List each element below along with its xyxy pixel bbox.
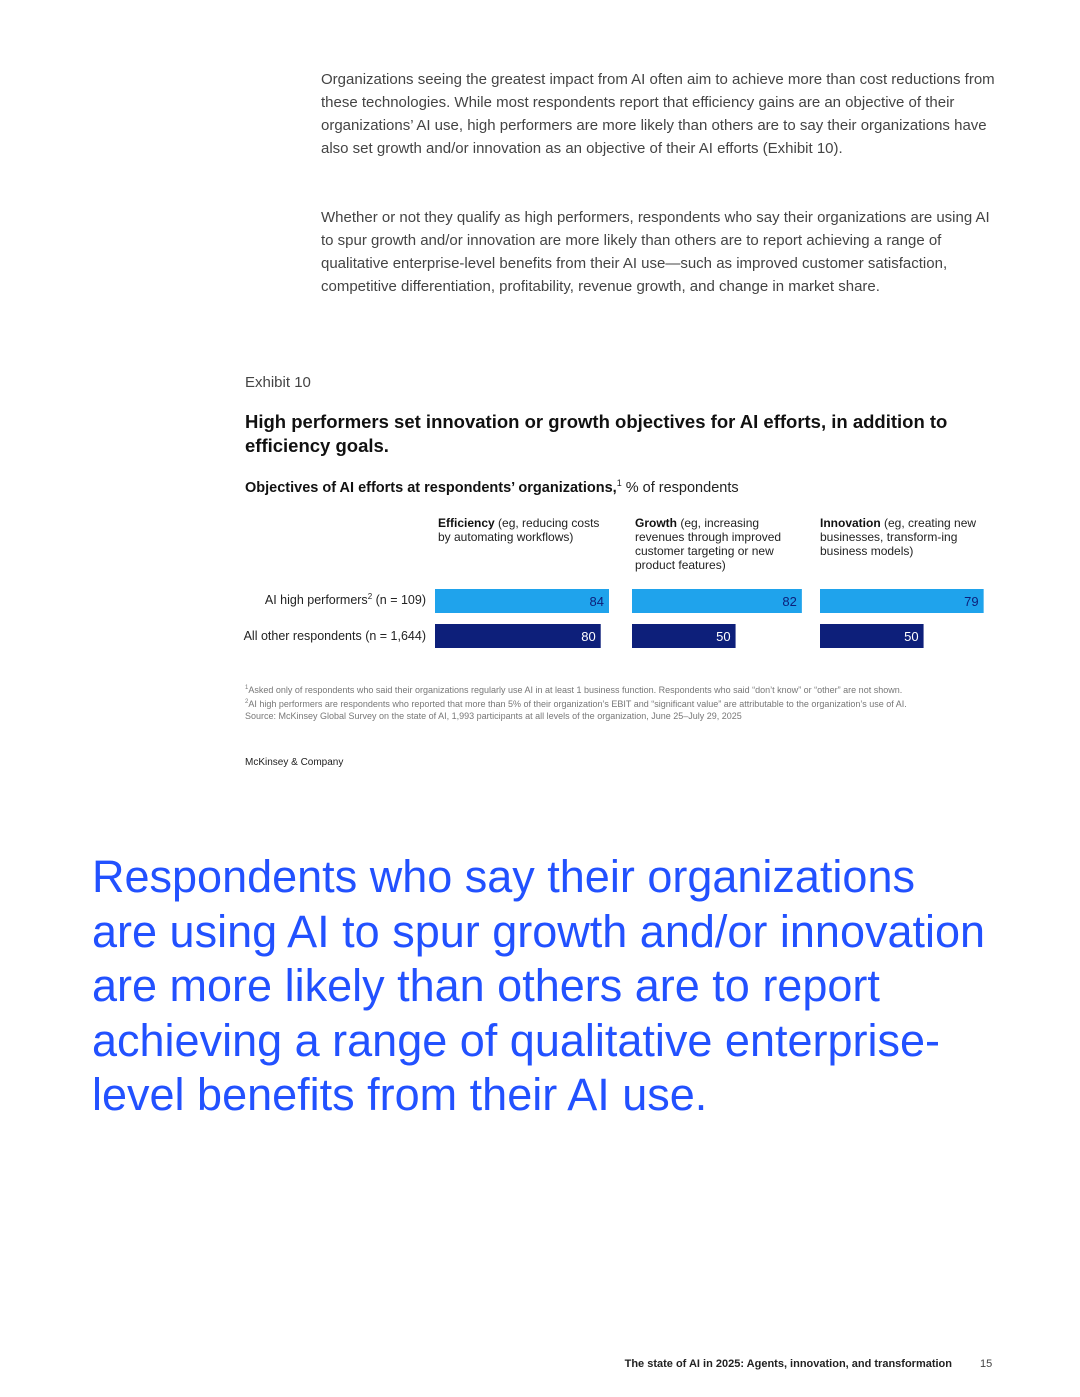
bar-other-respondents-efficiency bbox=[435, 624, 601, 648]
data-label-other-respondents-efficiency: 80 bbox=[581, 629, 596, 644]
category-name: Innovation bbox=[820, 516, 881, 530]
data-label-high-performers-innovation: 79 bbox=[964, 594, 979, 609]
category-name: Growth bbox=[635, 516, 677, 530]
chart-footnotes bbox=[245, 682, 995, 722]
pull-quote: Respondents who say their organizations are using AI to spur growth and/or innovation are more likely than others are to report achieving a range of qualitative enterprise-level benefits from their AI use. bbox=[92, 851, 986, 1120]
footnote-2-marker: 2 bbox=[245, 699, 249, 705]
series-sample-size: (n = 109) bbox=[372, 593, 426, 608]
exhibit-label: Exhibit 10 bbox=[245, 374, 311, 391]
footnote-1-text: Asked only of respondents who said their organizations regularly use AI in at least 1 business function. Respondents who said “don’t know” or “other” are not shown. bbox=[248, 685, 903, 695]
footnote-2-text: AI high performers are respondents who reported that more than 5% of their organization’s EBIT and “significant value” are attributable to the organization’s use of AI. bbox=[248, 699, 907, 709]
series-name: All other respondents bbox=[243, 629, 362, 643]
category-header-efficiency bbox=[438, 516, 613, 544]
data-label-high-performers-efficiency: 84 bbox=[589, 594, 604, 609]
footer-report-title: The state of AI in 2025: Agents, innovation, and transformation bbox=[624, 1358, 952, 1370]
body-paragraph-1: Organizations seeing the greatest impact from AI often aim to achieve more than cost reductions from these technologies. While most respondents report that efficiency gains are an objective of their organizations’ AI use, high performers are more likely than others are to say their organizations have also set growth and/or innovation as an objective of their AI efforts (Exhibit 10). bbox=[321, 71, 995, 157]
footnote-1 bbox=[245, 682, 995, 696]
bar-chart bbox=[0, 580, 1080, 660]
bar-high-performers-efficiency bbox=[435, 589, 609, 613]
bar-high-performers-innovation bbox=[820, 589, 984, 613]
exhibit-title: High performers set innovation or growth objectives for AI efforts, in addition to efficiency goals. bbox=[245, 411, 948, 456]
data-label-other-respondents-growth: 50 bbox=[716, 629, 731, 644]
body-paragraph-2: Whether or not they qualify as high performers, respondents who say their organizations are using AI to spur growth and/or innovation are more likely than others are to report achieving a range of qualitative enterprise-level benefits from their AI use—such as improved customer satisfaction, competitive differentiation, profitability, revenue growth, and change in market share. bbox=[321, 209, 990, 295]
data-label-other-respondents-innovation: 50 bbox=[904, 629, 919, 644]
chart-subtitle-unit: % of respondents bbox=[621, 479, 739, 496]
series-sample-size: (n = 1,644) bbox=[361, 629, 426, 643]
series-footnote-marker: 2 bbox=[367, 592, 373, 601]
footnote-2 bbox=[245, 696, 995, 710]
series-name: AI high performers bbox=[264, 593, 368, 608]
category-description: (eg, increasing revenues through improved customer targeting or new product features) bbox=[635, 516, 782, 572]
category-name: Efficiency bbox=[438, 516, 495, 530]
chart-subtitle-footnote-marker: 1 bbox=[616, 478, 622, 488]
page-number: 15 bbox=[980, 1358, 993, 1370]
category-header-innovation bbox=[820, 516, 985, 558]
chart-subtitle bbox=[245, 478, 739, 496]
chart-source: Source: McKinsey Global Survey on the state of AI, 1,993 participants at all levels of the organization, June 25–July 29, 2025 bbox=[245, 711, 742, 721]
brand-name: McKinsey & Company bbox=[245, 757, 344, 768]
bar-high-performers-growth bbox=[632, 589, 802, 613]
data-label-high-performers-growth: 82 bbox=[782, 594, 797, 609]
category-description: (eg, reducing costs by automating workflows) bbox=[438, 516, 600, 544]
footnote-1-marker: 1 bbox=[245, 685, 249, 691]
category-description: (eg, creating new businesses, transform-ing business models) bbox=[820, 516, 977, 558]
category-header-growth bbox=[635, 516, 800, 572]
chart-subtitle-bold: Objectives of AI efforts at respondents’ organizations, bbox=[245, 479, 617, 496]
